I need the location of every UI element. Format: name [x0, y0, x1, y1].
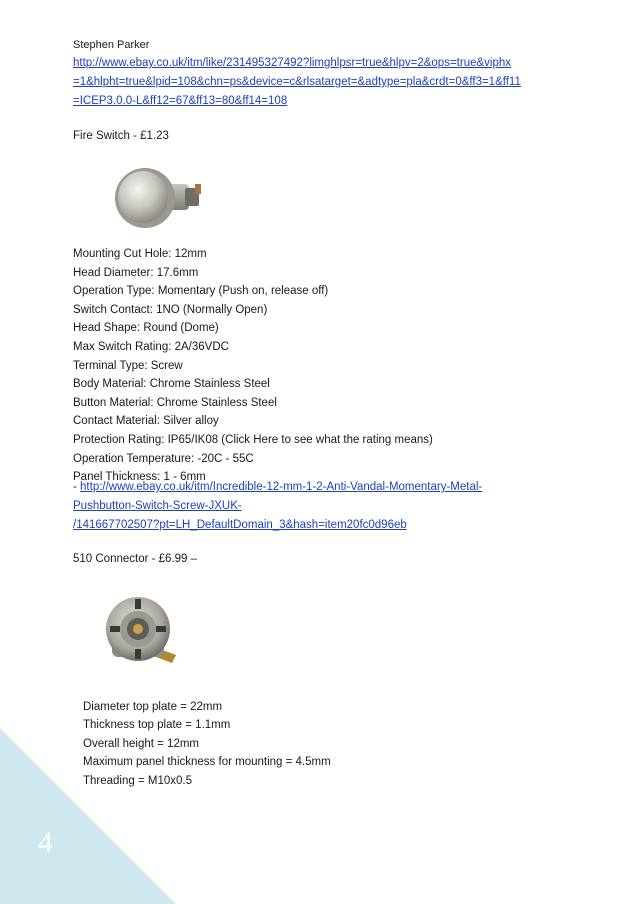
- spec-item: Operation Type: Momentary (Push on, release off): [73, 285, 329, 298]
- spec-item: Operation Temperature: -20C - 55C: [73, 452, 254, 465]
- fire-switch-heading: Fire Switch - £1.23: [73, 130, 169, 142]
- author-name: Stephen Parker: [73, 39, 150, 51]
- spec-item: Button Material: Chrome Stainless Steel: [73, 396, 277, 409]
- spec-item: Head Diameter: 17.6mm: [73, 266, 199, 279]
- page-number: 4: [38, 826, 53, 859]
- spec-item: Panel Thickness: 1 - 6mm: [73, 471, 206, 484]
- spec-item: Max Switch Rating: 2A/36VDC: [73, 340, 229, 353]
- ebay-link-line-2[interactable]: =1&hlpht=true&lpid=108&chn=ps&device=c&rlsatarget=&adtype=pla&crdt=0&ff3=1&ff11: [73, 76, 521, 88]
- link-prefix: -: [73, 481, 81, 493]
- spec-item: Thickness top plate = 1.1mm: [83, 719, 231, 732]
- spec-item: Contact Material: Silver alloy: [73, 415, 219, 428]
- spec-item: Switch Contact: 1NO (Normally Open): [73, 303, 268, 316]
- spec-item: Body Material: Chrome Stainless Steel: [73, 378, 270, 391]
- connector-510-image: [98, 591, 188, 671]
- fire-switch-link-line-2[interactable]: Pushbutton-Switch-Screw-JXUK-: [73, 500, 242, 512]
- spec-item: Head Shape: Round (Dome): [73, 322, 219, 335]
- ebay-link-line-3[interactable]: =ICEP3.0.0-L&ff12=67&ff13=80&ff14=108: [73, 95, 288, 107]
- fire-switch-link-line-1[interactable]: http://www.ebay.co.uk/itm/Incredible-12-mm-1-2-Anti-Vandal-Momentary-Metal-: [80, 481, 483, 493]
- spec-item: Maximum panel thickness for mounting = 4.5mm: [83, 756, 331, 769]
- spec-item: Terminal Type: Screw: [73, 359, 183, 372]
- spec-item: Protection Rating: IP65/IK08 (Click Here to see what the rating means): [73, 433, 433, 446]
- connector-510-specs: [83, 698, 331, 790]
- spec-item: Threading = M10x0.5: [83, 774, 192, 787]
- fire-switch-link-line-3[interactable]: /141667702507?pt=LH_DefaultDomain_3&hash=item20fc0d96eb: [73, 519, 407, 531]
- ebay-link-line-1[interactable]: http://www.ebay.co.uk/itm/like/231495327492?limghlpsr=true&hlpv=2&ops=true&viphx: [73, 57, 512, 69]
- connector-510-heading: 510 Connector - £6.99 –: [73, 553, 198, 565]
- spec-item: Diameter top plate = 22mm: [83, 701, 223, 713]
- fire-switch-link[interactable]: [73, 478, 482, 535]
- ebay-link[interactable]: [73, 54, 553, 111]
- spec-item: Mounting Cut Hole: 12mm: [73, 248, 207, 260]
- spec-item: Overall height = 12mm: [83, 737, 200, 750]
- fire-switch-specs: [73, 245, 433, 487]
- fire-switch-image: [107, 162, 207, 234]
